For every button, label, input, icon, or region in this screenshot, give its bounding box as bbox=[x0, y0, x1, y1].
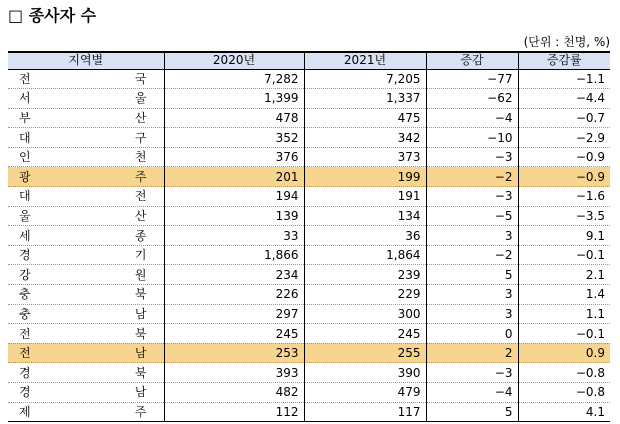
change-rate-cell: −3.5 bbox=[518, 206, 610, 226]
region-char-2: 천 bbox=[134, 150, 147, 165]
region-char-1: 경 bbox=[19, 365, 31, 380]
change-rate-cell: −0.9 bbox=[518, 147, 610, 167]
change-cell: −3 bbox=[426, 187, 518, 207]
value-2020-cell: 376 bbox=[164, 147, 304, 167]
region-char-1: 인 bbox=[19, 150, 31, 165]
value-2021-cell: 191 bbox=[304, 187, 426, 207]
change-cell: −3 bbox=[426, 363, 518, 383]
table-row bbox=[8, 343, 610, 363]
change-cell: −4 bbox=[426, 383, 518, 403]
region-char-2: 주 bbox=[134, 169, 147, 184]
region-char-1: 충 bbox=[19, 306, 31, 321]
value-2021-cell: 239 bbox=[304, 265, 426, 285]
table-row bbox=[8, 226, 610, 246]
region-char-1: 충 bbox=[19, 287, 31, 302]
header-region: 지역별 bbox=[8, 52, 164, 69]
table-row bbox=[8, 324, 610, 344]
region-char-2: 국 bbox=[134, 71, 147, 86]
table-row bbox=[8, 187, 610, 207]
change-cell: 3 bbox=[426, 285, 518, 305]
region-char-1: 강 bbox=[19, 267, 31, 282]
region-char-1: 세 bbox=[19, 228, 31, 243]
region-cell bbox=[8, 285, 164, 305]
region-cell bbox=[8, 108, 164, 128]
change-cell: −4 bbox=[426, 108, 518, 128]
change-rate-cell: −1.1 bbox=[518, 69, 610, 89]
change-rate-cell: −0.1 bbox=[518, 324, 610, 344]
header-change-rate: 증감률 bbox=[518, 52, 610, 69]
region-cell bbox=[8, 167, 164, 187]
value-2020-cell: 245 bbox=[164, 324, 304, 344]
value-2021-cell: 7,205 bbox=[304, 69, 426, 89]
region-char-1: 광 bbox=[19, 169, 31, 184]
table-row bbox=[8, 285, 610, 305]
value-2021-cell: 475 bbox=[304, 108, 426, 128]
value-2021-cell: 1,864 bbox=[304, 245, 426, 265]
table-row bbox=[8, 265, 610, 285]
region-char-1: 전 bbox=[19, 346, 31, 361]
change-cell: −3 bbox=[426, 147, 518, 167]
region-char-1: 울 bbox=[19, 208, 31, 223]
region-cell bbox=[8, 187, 164, 207]
change-cell: 3 bbox=[426, 304, 518, 324]
change-rate-cell: 9.1 bbox=[518, 226, 610, 246]
table-row bbox=[8, 167, 610, 187]
change-rate-cell: 1.1 bbox=[518, 304, 610, 324]
region-char-1: 서 bbox=[19, 91, 31, 106]
change-cell: −2 bbox=[426, 167, 518, 187]
table-body bbox=[8, 69, 610, 422]
value-2020-cell: 1,399 bbox=[164, 89, 304, 109]
employee-count-table bbox=[8, 51, 610, 422]
unit-note: (단위 : 천명, %) bbox=[523, 35, 610, 49]
value-2020-cell: 7,282 bbox=[164, 69, 304, 89]
table-row bbox=[8, 89, 610, 109]
value-2020-cell: 1,866 bbox=[164, 245, 304, 265]
change-cell: −77 bbox=[426, 69, 518, 89]
table-row bbox=[8, 108, 610, 128]
region-cell bbox=[8, 128, 164, 148]
region-cell bbox=[8, 147, 164, 167]
region-cell bbox=[8, 383, 164, 403]
table-row bbox=[8, 128, 610, 148]
value-2020-cell: 393 bbox=[164, 363, 304, 383]
value-2021-cell: 199 bbox=[304, 167, 426, 187]
change-rate-cell: 1.4 bbox=[518, 285, 610, 305]
region-char-1: 전 bbox=[19, 71, 31, 86]
region-char-2: 산 bbox=[134, 110, 147, 125]
region-char-1: 경 bbox=[19, 248, 31, 263]
change-rate-cell: −0.1 bbox=[518, 245, 610, 265]
value-2021-cell: 342 bbox=[304, 128, 426, 148]
value-2021-cell: 390 bbox=[304, 363, 426, 383]
table-row bbox=[8, 206, 610, 226]
value-2020-cell: 194 bbox=[164, 187, 304, 207]
region-cell bbox=[8, 89, 164, 109]
change-rate-cell: 0.9 bbox=[518, 343, 610, 363]
region-char-2: 구 bbox=[134, 130, 147, 145]
change-cell: 5 bbox=[426, 265, 518, 285]
table-row bbox=[8, 245, 610, 265]
value-2020-cell: 226 bbox=[164, 285, 304, 305]
change-rate-cell: 4.1 bbox=[518, 402, 610, 422]
region-char-2: 산 bbox=[134, 208, 147, 223]
region-char-1: 전 bbox=[19, 326, 31, 341]
region-char-2: 북 bbox=[134, 365, 147, 380]
change-rate-cell: −0.9 bbox=[518, 167, 610, 187]
change-cell: −2 bbox=[426, 245, 518, 265]
region-cell bbox=[8, 245, 164, 265]
region-char-2: 북 bbox=[134, 326, 147, 341]
change-rate-cell: −0.8 bbox=[518, 383, 610, 403]
value-2021-cell: 373 bbox=[304, 147, 426, 167]
table-row bbox=[8, 69, 610, 89]
region-char-2: 남 bbox=[134, 385, 147, 400]
value-2021-cell: 479 bbox=[304, 383, 426, 403]
change-rate-cell: −1.6 bbox=[518, 187, 610, 207]
region-cell bbox=[8, 363, 164, 383]
change-rate-cell: −2.9 bbox=[518, 128, 610, 148]
value-2020-cell: 234 bbox=[164, 265, 304, 285]
change-cell: 5 bbox=[426, 402, 518, 422]
region-cell bbox=[8, 304, 164, 324]
value-2020-cell: 352 bbox=[164, 128, 304, 148]
region-char-1: 경 bbox=[19, 385, 31, 400]
region-char-1: 부 bbox=[19, 110, 31, 125]
value-2020-cell: 478 bbox=[164, 108, 304, 128]
change-cell: 3 bbox=[426, 226, 518, 246]
table-row bbox=[8, 147, 610, 167]
region-cell bbox=[8, 324, 164, 344]
region-char-2: 종 bbox=[134, 228, 147, 243]
region-cell bbox=[8, 226, 164, 246]
page-title: □ 종사자 수 bbox=[8, 6, 97, 25]
value-2021-cell: 36 bbox=[304, 226, 426, 246]
value-2021-cell: 134 bbox=[304, 206, 426, 226]
region-cell bbox=[8, 69, 164, 89]
value-2021-cell: 300 bbox=[304, 304, 426, 324]
region-cell bbox=[8, 265, 164, 285]
header-2020: 2020년 bbox=[164, 52, 304, 69]
region-char-2: 북 bbox=[134, 287, 147, 302]
value-2021-cell: 255 bbox=[304, 343, 426, 363]
value-2020-cell: 253 bbox=[164, 343, 304, 363]
change-cell: −10 bbox=[426, 128, 518, 148]
header-change: 증감 bbox=[426, 52, 518, 69]
table-row bbox=[8, 363, 610, 383]
table-row bbox=[8, 383, 610, 403]
region-cell bbox=[8, 402, 164, 422]
value-2020-cell: 297 bbox=[164, 304, 304, 324]
region-char-2: 주 bbox=[134, 404, 147, 419]
table-header-row bbox=[8, 52, 610, 69]
region-char-2: 기 bbox=[134, 248, 147, 263]
value-2020-cell: 482 bbox=[164, 383, 304, 403]
change-cell: −5 bbox=[426, 206, 518, 226]
region-char-2: 원 bbox=[134, 267, 147, 282]
value-2020-cell: 112 bbox=[164, 402, 304, 422]
change-rate-cell: −0.8 bbox=[518, 363, 610, 383]
value-2021-cell: 245 bbox=[304, 324, 426, 344]
region-cell bbox=[8, 343, 164, 363]
value-2020-cell: 33 bbox=[164, 226, 304, 246]
region-char-2: 남 bbox=[134, 306, 147, 321]
value-2021-cell: 117 bbox=[304, 402, 426, 422]
value-2020-cell: 201 bbox=[164, 167, 304, 187]
header-2021: 2021년 bbox=[304, 52, 426, 69]
change-rate-cell: −0.7 bbox=[518, 108, 610, 128]
change-cell: 2 bbox=[426, 343, 518, 363]
change-cell: 0 bbox=[426, 324, 518, 344]
region-cell bbox=[8, 206, 164, 226]
table-row bbox=[8, 402, 610, 422]
table-row bbox=[8, 304, 610, 324]
region-char-2: 전 bbox=[134, 189, 147, 204]
change-rate-cell: −4.4 bbox=[518, 89, 610, 109]
region-char-2: 울 bbox=[134, 91, 147, 106]
change-rate-cell: 2.1 bbox=[518, 265, 610, 285]
region-char-1: 제 bbox=[19, 404, 31, 419]
value-2021-cell: 229 bbox=[304, 285, 426, 305]
region-char-1: 대 bbox=[19, 189, 31, 204]
value-2021-cell: 1,337 bbox=[304, 89, 426, 109]
region-char-2: 남 bbox=[134, 346, 147, 361]
value-2020-cell: 139 bbox=[164, 206, 304, 226]
change-cell: −62 bbox=[426, 89, 518, 109]
region-char-1: 대 bbox=[19, 130, 31, 145]
